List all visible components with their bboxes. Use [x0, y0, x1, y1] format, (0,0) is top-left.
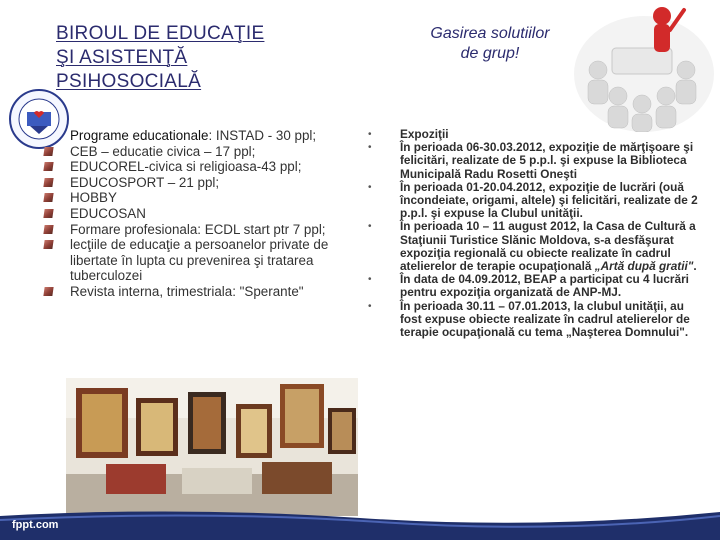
bullet-icon [43, 225, 53, 234]
tagline-line-1: Gasirea solutiilor [430, 25, 550, 42]
bullet-icon: • [368, 129, 372, 140]
list-item [368, 220, 698, 273]
list-item-text: În perioada 06-30.03.2012, expoziţie de mărţişoare şi felicitări, realizate de 5 p.p.l. şi expuse la Biblioteca Municipală Radu Rosetti Oneşti [400, 140, 694, 181]
list-item [368, 273, 698, 299]
bullet-icon [43, 240, 53, 249]
list-item-text: În perioada 01-20.04.2012, expoziţie de lucrări (ouă încondeiate, origami, altele) şi felicitări, realizate de 2 p.p.l. şi expuse la Clubul unităţii. [400, 179, 698, 221]
list-item-suffix: . [693, 259, 697, 274]
bullet-icon: • [368, 274, 372, 286]
list-item [40, 159, 360, 175]
exhibition-photo [66, 378, 358, 516]
list-item [368, 141, 698, 181]
team-illustration [568, 0, 716, 132]
programs-label-rest: : INSTAD - 30 ppl; [208, 128, 317, 143]
bullet-icon: • [368, 300, 372, 312]
list-item [40, 284, 360, 300]
bullet-icon: • [368, 221, 372, 233]
title-line-2: ŞI ASISTENŢĂ [56, 47, 188, 68]
list-item-text: EDUCOREL-civica si religioasa-43 ppl; [70, 159, 302, 175]
list-item [40, 128, 360, 144]
bullet-icon [43, 287, 53, 296]
list-item-text: În data de 04.09.2012, BEAP a participat cu 4 lucrări pentru expoziţia organizată de ANP-MJ. [400, 272, 689, 300]
list-item [40, 206, 360, 222]
page-title [56, 22, 336, 94]
list-item [40, 237, 360, 284]
bullet-icon [43, 162, 53, 171]
list-item-text: În perioada 30.11 – 07.01.2013, la clubul unităţii, au fost expuse obiecte realizate în cadrul atelierelor de terapie ocupaţională cu tema „Naşterea Domnului". [400, 298, 690, 340]
italic-fragment: „Artă după gratii" [594, 259, 694, 274]
exhibitions-list [368, 128, 698, 339]
list-item-text: lecţiile de educaţie a persoanelor private de libertate în lupta cu prevenirea şi tratarea tuberculozei [70, 237, 329, 284]
bullet-icon [43, 193, 53, 202]
bullet-icon: • [368, 181, 372, 193]
list-item [368, 181, 698, 221]
list-item-text: HOBBY [70, 190, 117, 206]
tagline [380, 24, 600, 64]
programs-label: Programe educationale [70, 128, 209, 143]
list-item-text: CEB – educatie civica – 17 ppl; [70, 143, 256, 159]
footer-bar [0, 506, 720, 540]
footer-text: fppt.com [12, 519, 59, 531]
list-item-text: EDUCOSAN [70, 205, 146, 221]
bullet-icon [43, 209, 53, 218]
list-item-text: Formare profesionala: ECDL start ptr 7 ppl; [70, 221, 326, 237]
list-item-text: EDUCOSPORT – 21 ppl; [70, 174, 220, 190]
list-item-text: Revista interna, trimestriala: "Sperante" [70, 283, 304, 299]
exhibitions-heading: Expoziţii [400, 127, 449, 141]
bullet-icon [43, 178, 53, 187]
list-item [40, 190, 360, 206]
tagline-line-2: de grup! [460, 45, 520, 62]
list-item [40, 222, 360, 238]
bullet-icon: • [368, 142, 372, 154]
title-line-3: PSIHOSOCIALĂ [56, 71, 202, 92]
list-item-text: În perioada 10 – 11 august 2012, la Casa de Cultură a Staţiunii Turistice Slănic Moldova, s-a desfăşurat expoziţia regională cu obiecte realizate în cadrul atelierelor de terapie ocupaţională [400, 219, 696, 274]
bullet-icon [43, 147, 53, 156]
list-item [368, 300, 698, 340]
title-line-1: BIROUL DE EDUCAŢIE [56, 23, 265, 44]
list-item [40, 144, 360, 160]
programs-list [40, 128, 360, 300]
list-item [40, 175, 360, 191]
